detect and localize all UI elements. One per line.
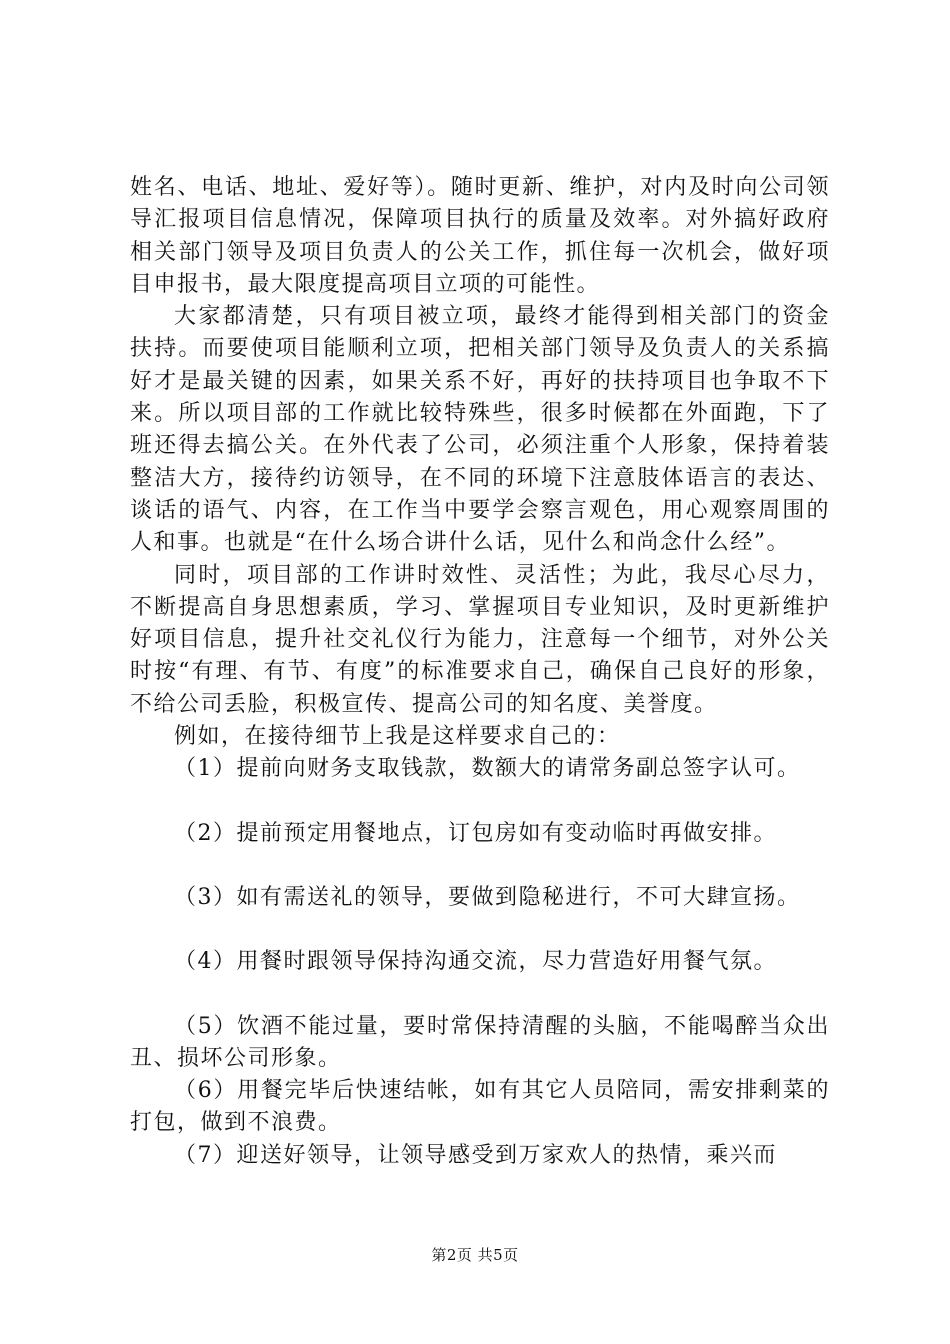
list-item-2: （2）提前预定用餐地点，订包房如有变动临时再做安排。 [174,820,777,846]
list-item-7: （7）迎送好领导，让领导感受到万家欢人的热情，乘兴而 [174,1142,777,1168]
list-item-1: （1）提前向财务支取钱款，数额大的请常务副总签字认可。 [174,756,801,782]
document-body [130,172,830,1172]
paragraph-1: 姓名、电话、地址、爱好等）。随时更新、维护，对内及时向公司领导汇报项目信息情况，保障项目执行的质量及效率。对外搞好政府相关部门领导及项目负责人的公关工作，抓住每一次机会，做好项目申报书，最大限度提高项目立项的可能性。 [130,175,830,297]
page-number-footer: 第2页 共5页 [431,1246,519,1264]
list-item-3: （3）如有需送礼的领导，要做到隐秘进行，不可大肆宣扬。 [174,884,801,910]
list-item-6: （6）用餐完毕后快速结帐，如有其它人员陪同，需安排剩菜的打包，做到不浪费。 [130,1078,830,1136]
paragraph-2: 大家都清楚，只有项目被立项，最终才能得到相关部门的资金扶持。而要使项目能顺利立项，把相关部门领导及负责人的关系搞好才是最关键的因素，如果关系不好，再好的扶持项目也争取不下来。所以项目部的工作就比较特殊些，很多时候都在外面跑，下了班还得去搞公关。在外代表了公司，必须注重个人形象，保持着装整洁大方，接待约访领导，在不同的环境下注意肢体语言的表达、谈话的语气、内容，在工作当中要学会察言观色，用心观察周围的人和事。也就是“在什么场合讲什么话，见什么和尚念什么经”。 [130,304,830,556]
list-item-5: （5）饮酒不能过量，要时常保持清醒的头脑，不能喝醉当众出丑、损坏公司形象。 [130,1013,830,1071]
list-item-4: （4）用餐时跟领导保持沟通交流，尽力营造好用餐气氛。 [174,949,777,975]
paragraph-3: 同时，项目部的工作讲时效性、灵活性；为此，我尽心尽力，不断提高自身思想素质，学习、掌握项目专业知识，及时更新维护好项目信息，提升社交礼仪行为能力，注意每一个细节，对外公关时按“有理、有节、有度”的标准要求自己，确保自己良好的形象，不给公司丢脸，积极宣传、提高公司的知名度、美誉度。 [130,562,830,717]
paragraph-4: 例如，在接待细节上我是这样要求自己的： [174,724,621,750]
